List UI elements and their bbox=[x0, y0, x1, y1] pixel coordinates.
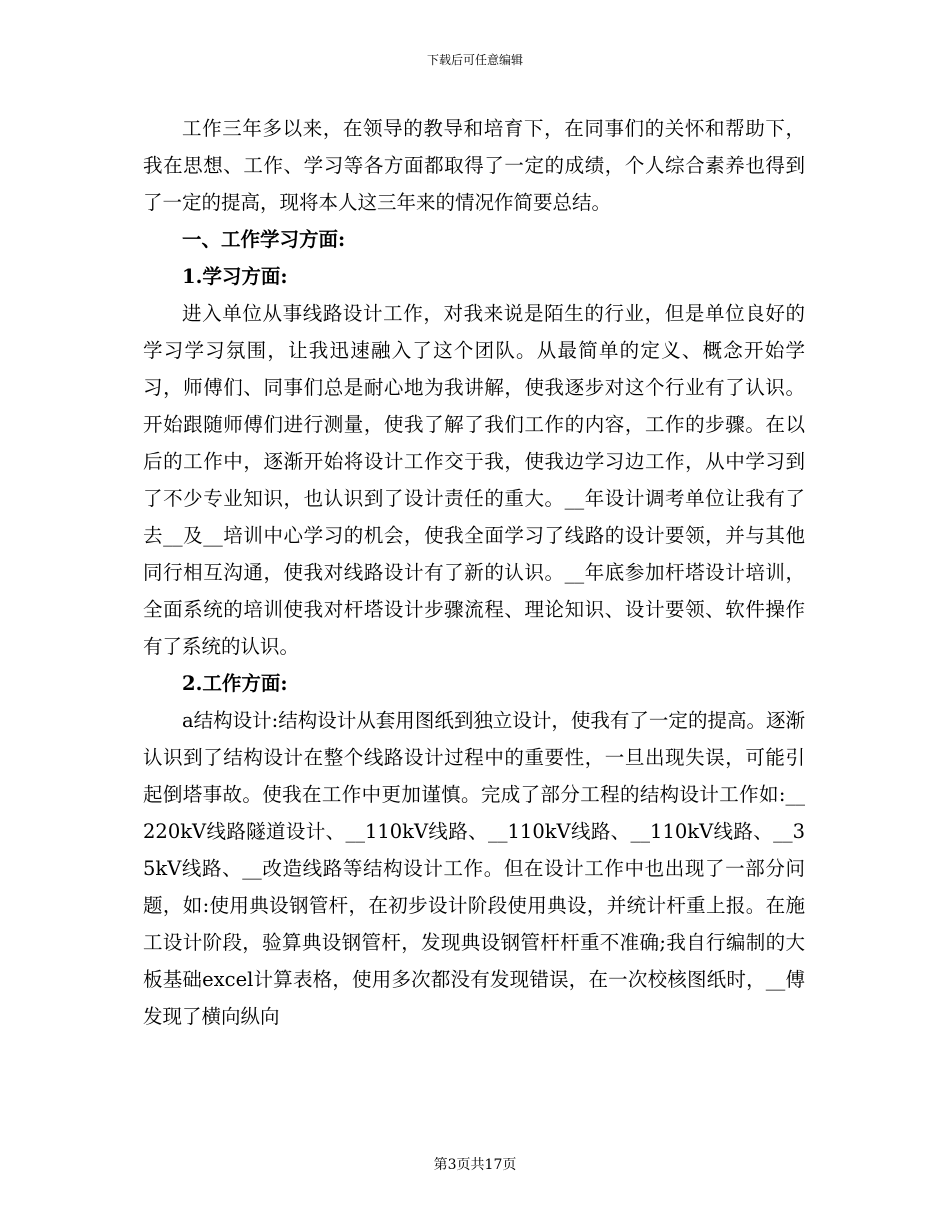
subheading-study: 1.学习方面: bbox=[182, 265, 288, 288]
document-body bbox=[143, 110, 805, 1035]
page-footer: 第3页共17页 bbox=[433, 1157, 517, 1173]
study-paragraph: 进入单位从事线路设计工作，对我来说是陌生的行业，但是单位良好的学习学习氛围，让我迅速融入了这个团队。从最简单的定义、概念开始学习，师傅们、同事们总是耐心地为我讲解，使我逐步对这个行业有了认识。开始跟随师傅们进行测量，使我了解了我们工作的内容，工作的步骤。在以后的工作中，逐渐开始将设计工作交于我，使我边学习边工作，从中学习到了不少专业知识，也认识到了设计责任的重大。__年设计调考单位让我有了去__及__培训中心学习的机会，使我全面学习了线路的设计要领，并与其他同行相互沟通，使我对线路设计有了新的认识。__年底参加杆塔设计培训，全面系统的培训使我对杆塔设计步骤流程、理论知识、设计要领、软件操作有了系统的认识。 bbox=[143, 302, 805, 658]
work-paragraph: a结构设计:结构设计从套用图纸到独立设计，使我有了一定的提高。逐渐认识到了结构设计在整个线路设计过程中的重要性，一旦出现失误，可能引起倒塔事故。使我在工作中更加谨慎。完成了部分工程的结构设计工作如:__220kV线路隧道设计、__110kV线路、__110kV线路、__110kV线路、__35kV线路、__改造线路等结构设计工作。但在设计工作中也出现了一部分问题，如:使用典设钢管杆，在初步设计阶段使用典设，并统计杆重上报。在施工设计阶段，验算典设钢管杆，发现典设钢管杆杆重不准确;我自行编制的大板基础excel计算表格，使用多次都没有发现错误，在一次校核图纸时，__傅发现了横向纵向 bbox=[143, 709, 805, 1028]
page-header: 下载后可任意编辑 bbox=[426, 53, 523, 67]
subheading-work: 2.工作方面: bbox=[182, 672, 288, 695]
intro-paragraph: 工作三年多以来，在领导的教导和培育下，在同事们的关怀和帮助下，我在思想、工作、学习等各方面都取得了一定的成绩，个人综合素养也得到了一定的提高，现将本人这三年来的情况作简要总结。 bbox=[143, 117, 805, 214]
section-heading-work-study: 一、工作学习方面: bbox=[182, 228, 346, 251]
